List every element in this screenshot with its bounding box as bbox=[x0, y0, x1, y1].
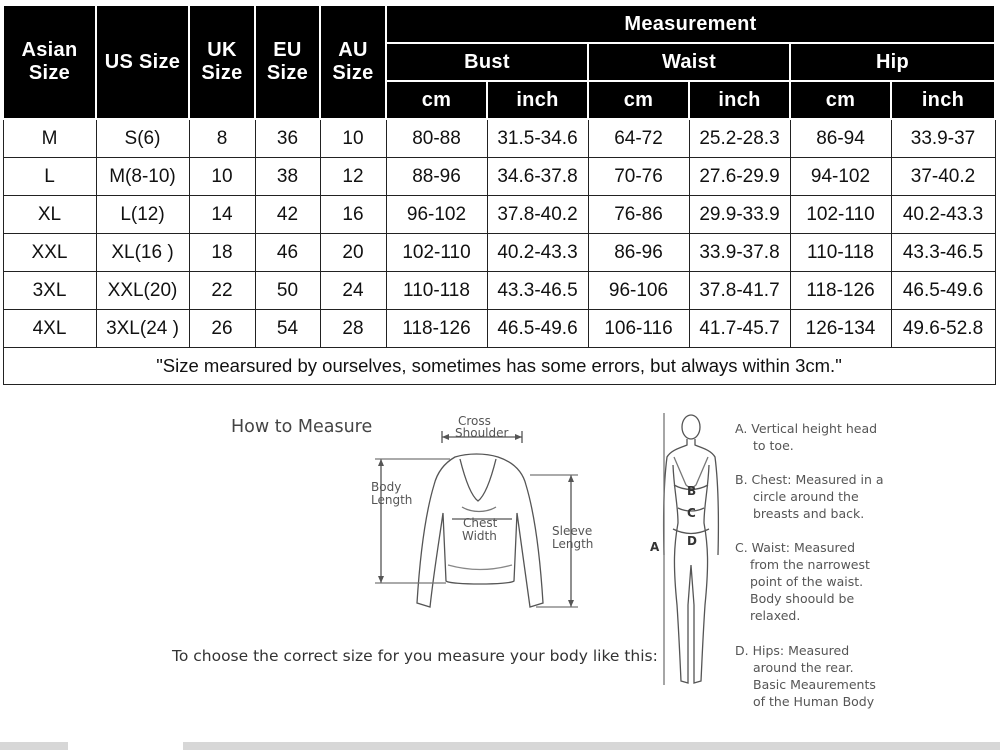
figure-label-d: D bbox=[687, 534, 697, 548]
table-cell: 96-106 bbox=[588, 272, 689, 310]
table-cell: 46.5-49.6 bbox=[487, 310, 588, 348]
table-cell: 70-76 bbox=[588, 158, 689, 196]
table-cell: 43.3-46.5 bbox=[487, 272, 588, 310]
table-cell: 28 bbox=[320, 310, 386, 348]
table-cell: 37-40.2 bbox=[891, 158, 995, 196]
table-cell: 102-110 bbox=[790, 196, 891, 234]
size-chart-table bbox=[2, 4, 996, 385]
header-asian-size: Asian Size bbox=[3, 5, 96, 119]
table-cell: 24 bbox=[320, 272, 386, 310]
table-cell: 64-72 bbox=[588, 119, 689, 158]
shirt-neckline bbox=[460, 459, 496, 501]
header-bust-cm: cm bbox=[386, 81, 487, 119]
table-cell: 118-126 bbox=[386, 310, 487, 348]
table-cell: 38 bbox=[255, 158, 320, 196]
table-row bbox=[3, 119, 995, 158]
header-waist-cm: cm bbox=[588, 81, 689, 119]
header-au-size: AU Size bbox=[320, 5, 386, 119]
arrow-icon bbox=[442, 434, 449, 440]
table-cell: 4XL bbox=[3, 310, 96, 348]
table-cell: 41.7-45.7 bbox=[689, 310, 790, 348]
header-measurement: Measurement bbox=[386, 5, 995, 43]
measure-instruction: To choose the correct size for you measure your body like this: bbox=[172, 647, 658, 665]
header-waist-inch: inch bbox=[689, 81, 790, 119]
table-cell: 26 bbox=[189, 310, 255, 348]
header-hip: Hip bbox=[790, 43, 995, 81]
note-d: D. Hips: Measured around the rear. Basic Meaurements of the Human Body bbox=[735, 643, 876, 709]
table-cell: 110-118 bbox=[386, 272, 487, 310]
cross-shoulder-label: Cross Shoulder bbox=[455, 414, 509, 440]
header-waist: Waist bbox=[588, 43, 790, 81]
table-cell: 8 bbox=[189, 119, 255, 158]
hem-curve bbox=[448, 565, 512, 570]
table-cell: 33.9-37.8 bbox=[689, 234, 790, 272]
table-cell: 16 bbox=[320, 196, 386, 234]
header-bust: Bust bbox=[386, 43, 588, 81]
table-cell: 49.6-52.8 bbox=[891, 310, 995, 348]
table-cell: 40.2-43.3 bbox=[891, 196, 995, 234]
table-row bbox=[3, 158, 995, 196]
table-cell: 126-134 bbox=[790, 310, 891, 348]
bottom-strip-left bbox=[0, 742, 68, 750]
figure-label-a: A bbox=[650, 540, 660, 554]
table-row bbox=[3, 196, 995, 234]
note-a: A. Vertical height head to toe. bbox=[735, 421, 878, 453]
header-eu-size: EU Size bbox=[255, 5, 320, 119]
table-cell: 36 bbox=[255, 119, 320, 158]
table-cell: XL(16 ) bbox=[96, 234, 189, 272]
table-cell: 86-96 bbox=[588, 234, 689, 272]
table-cell: 110-118 bbox=[790, 234, 891, 272]
table-cell: 22 bbox=[189, 272, 255, 310]
table-cell: L bbox=[3, 158, 96, 196]
table-cell: 118-126 bbox=[790, 272, 891, 310]
chest-width-label: Chest Width bbox=[462, 516, 498, 543]
arrow-icon bbox=[378, 576, 384, 583]
table-row bbox=[3, 234, 995, 272]
table-header bbox=[3, 5, 995, 119]
table-cell: 18 bbox=[189, 234, 255, 272]
table-cell: 12 bbox=[320, 158, 386, 196]
table-cell: 86-94 bbox=[790, 119, 891, 158]
table-body bbox=[3, 119, 995, 385]
table-cell: 40.2-43.3 bbox=[487, 234, 588, 272]
table-cell: 50 bbox=[255, 272, 320, 310]
table-cell: 10 bbox=[189, 158, 255, 196]
table-cell: 10 bbox=[320, 119, 386, 158]
table-row bbox=[3, 272, 995, 310]
table-cell: 29.9-33.9 bbox=[689, 196, 790, 234]
table-cell: 34.6-37.8 bbox=[487, 158, 588, 196]
table-cell: 20 bbox=[320, 234, 386, 272]
header-hip-cm: cm bbox=[790, 81, 891, 119]
figure-label-c: C bbox=[687, 506, 696, 520]
table-cell: XXL bbox=[3, 234, 96, 272]
table-cell: 25.2-28.3 bbox=[689, 119, 790, 158]
table-row bbox=[3, 310, 995, 348]
table-cell: 54 bbox=[255, 310, 320, 348]
bottom-strip-right bbox=[183, 742, 1000, 750]
sleeve-length-label: Sleeve Length bbox=[552, 524, 594, 551]
table-cell: 96-102 bbox=[386, 196, 487, 234]
table-cell: 27.6-29.9 bbox=[689, 158, 790, 196]
size-note: "Size mearsured by ourselves, sometimes has some errors, but always within 3cm." bbox=[3, 348, 995, 385]
table-cell: 43.3-46.5 bbox=[891, 234, 995, 272]
arrow-icon bbox=[515, 434, 522, 440]
table-cell: 46 bbox=[255, 234, 320, 272]
chest-curve bbox=[462, 507, 496, 512]
table-cell: 31.5-34.6 bbox=[487, 119, 588, 158]
table-cell: S(6) bbox=[96, 119, 189, 158]
table-cell: M bbox=[3, 119, 96, 158]
note-b: B. Chest: Measured in a circle around the breasts and back. bbox=[735, 472, 884, 521]
table-cell: 94-102 bbox=[790, 158, 891, 196]
table-cell: 88-96 bbox=[386, 158, 487, 196]
table-cell: 102-110 bbox=[386, 234, 487, 272]
table-note-row bbox=[3, 348, 995, 385]
table-cell: 3XL bbox=[3, 272, 96, 310]
table-cell: 37.8-40.2 bbox=[487, 196, 588, 234]
table-cell: L(12) bbox=[96, 196, 189, 234]
table-cell: 33.9-37 bbox=[891, 119, 995, 158]
table-cell: 76-86 bbox=[588, 196, 689, 234]
figure-head bbox=[682, 415, 700, 439]
table-cell: 3XL(24 ) bbox=[96, 310, 189, 348]
how-to-measure-title: How to Measure bbox=[231, 417, 373, 437]
header-hip-inch: inch bbox=[891, 81, 995, 119]
header-us-size: US Size bbox=[96, 5, 189, 119]
table-cell: 46.5-49.6 bbox=[891, 272, 995, 310]
how-to-measure-section bbox=[0, 395, 1000, 750]
table-cell: XXL(20) bbox=[96, 272, 189, 310]
header-bust-inch: inch bbox=[487, 81, 588, 119]
table-cell: 37.8-41.7 bbox=[689, 272, 790, 310]
header-uk-size: UK Size bbox=[189, 5, 255, 119]
table-cell: XL bbox=[3, 196, 96, 234]
arrow-icon bbox=[568, 475, 574, 482]
body-length-label: Body Length bbox=[371, 480, 413, 507]
figure-label-b: B bbox=[687, 484, 697, 498]
table-cell: 106-116 bbox=[588, 310, 689, 348]
table-cell: 42 bbox=[255, 196, 320, 234]
arrow-icon bbox=[568, 600, 574, 607]
table-cell: 14 bbox=[189, 196, 255, 234]
figure-hip-line bbox=[673, 529, 709, 534]
table-cell: 80-88 bbox=[386, 119, 487, 158]
note-c: C. Waist: Measured from the narrowest point of the waist. Body shoould be relaxed. bbox=[735, 540, 870, 623]
arrow-icon bbox=[378, 459, 384, 466]
table-cell: M(8-10) bbox=[96, 158, 189, 196]
